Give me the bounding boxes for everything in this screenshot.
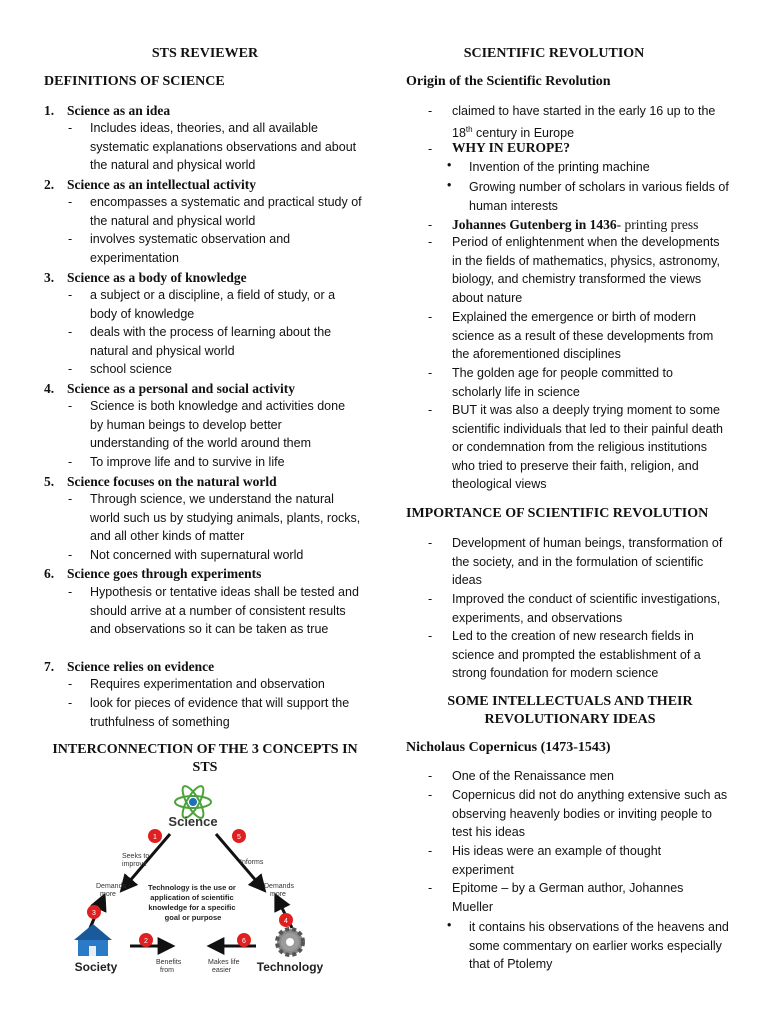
- origin-item: BUT it was also a deeply trying moment to some scientific individuals that led to their painful death or condemnation from the religious institutions who tried to preserve their faith, religion, and theological views: [452, 403, 723, 492]
- gutenberg-line: [452, 216, 698, 234]
- definition-text: deals with the process of learning about the natural and physical world: [90, 325, 332, 358]
- technology-definition-text: Technology is the use or application of scientific knowledge for a specific goal or purpose: [148, 883, 236, 922]
- list-number: 3.: [44, 270, 55, 285]
- dash-bullet: -: [68, 492, 73, 506]
- definition-heading: Science focuses on the natural world: [67, 474, 277, 489]
- marker-4: [279, 913, 293, 927]
- dash-bullet: -: [428, 769, 433, 783]
- importance-item: Development of human beings, transformation of the society, and in the formulation of scientific ideas: [452, 536, 723, 588]
- marker-2: [139, 933, 153, 947]
- sts-diagram: [60, 778, 340, 980]
- marker-1: [148, 829, 162, 843]
- dash-bullet: -: [428, 310, 433, 324]
- dash-bullet: -: [428, 366, 433, 380]
- importance-item: Led to the creation of new research fields in science and prompted the establishment of a strong foundation for modern science: [452, 629, 701, 681]
- copernicus-item: His ideas were an example of thought experiment: [452, 844, 662, 877]
- definition-text: involves systematic observation and experimentation: [90, 232, 291, 265]
- definition-heading: Science as an idea: [67, 103, 171, 118]
- benefits-from-label: Benefits from: [156, 959, 182, 974]
- dash-bullet: -: [68, 121, 73, 135]
- dash-bullet: -: [68, 585, 73, 599]
- dash-bullet: -: [68, 325, 73, 339]
- copernicus-heading: Nicholaus Copernicus (1473-1543): [406, 740, 611, 755]
- definition-heading: Science relies on evidence: [67, 659, 215, 674]
- definition-text: Requires experimentation and observation: [90, 677, 325, 691]
- copernicus-item: Copernicus did not do anything extensive such as observing heavenly bodies or inviting people to test his ideas: [452, 788, 728, 840]
- page-title: STS REVIEWER: [151, 46, 259, 61]
- technology-label: Technology: [256, 960, 324, 974]
- svg-text:4: 4: [284, 918, 288, 925]
- dash-bullet: -: [68, 288, 73, 302]
- definition-heading: Science as an intellectual activity: [67, 177, 256, 192]
- definition-text: Not concerned with supernatural world: [90, 548, 304, 562]
- gutenberg-bold: Johannes Gutenberg in 1436: [452, 217, 617, 232]
- origin-item: [452, 102, 730, 142]
- copernicus-item: Epitome – by a German author, Johannes Mueller: [452, 881, 684, 914]
- dash-bullet: -: [428, 592, 433, 606]
- house-icon: [74, 924, 112, 956]
- dash-bullet: -: [428, 142, 433, 156]
- intellectuals-heading: SOME INTELLECTUALS AND THEIR: [447, 694, 693, 709]
- definition-text: Includes ideas, theories, and all available systematic explanations observations and about the natural and physical world: [90, 121, 357, 173]
- svg-text:3: 3: [92, 910, 96, 917]
- definition-text: Through science, we understand the natural world such us by studying animals, plants, rocks, and all other kinds of matter: [90, 492, 361, 544]
- copernicus-subitem: it contains his observations of the heavens and some commentary on earlier works especially that of Ptolemy: [469, 920, 729, 972]
- importance-heading: IMPORTANCE OF SCIENTIFIC REVOLUTION: [406, 506, 709, 521]
- list-number: 2.: [44, 177, 55, 192]
- definition-text: a subject or a discipline, a field of study, or a body of knowledge: [90, 288, 336, 321]
- dash-bullet: -: [68, 696, 73, 710]
- dash-bullet: -: [428, 536, 433, 550]
- science-label: Science: [168, 814, 218, 829]
- svg-text:5: 5: [237, 834, 241, 841]
- round-bullet: •: [447, 178, 452, 192]
- origin-item-text: claimed to have started in the early 16 up to the: [452, 104, 716, 118]
- definition-text: Science is both knowledge and activities done by human beings to develop better understanding of the world around them: [90, 399, 346, 451]
- dash-bullet: -: [68, 195, 73, 209]
- demands-more-left-label: Demands more: [96, 883, 126, 898]
- interconnection-title: INTERCONNECTION OF THE 3 CONCEPTS IN: [52, 742, 358, 757]
- demands-more-right-label: Demands more: [264, 883, 294, 898]
- definition-text: To improve life and to survive in life: [90, 455, 285, 469]
- definition-text: Hypothesis or tentative ideas shall be tested and should arrive at a number of consistent results and observations so it can be taken as true: [90, 585, 359, 637]
- makes-life-easier-label: Makes life easier: [208, 959, 240, 974]
- definition-heading: Science as a body of knowledge: [67, 270, 247, 285]
- definition-heading: Science as a personal and social activity: [67, 381, 295, 396]
- origin-item: The golden age for people committed to scholarly life in science: [452, 366, 673, 399]
- origin-item-text: 18: [452, 125, 466, 140]
- seeks-to-improve-label: Seeks to improve: [122, 853, 150, 868]
- why-bullet: Invention of the printing machine: [469, 160, 650, 174]
- list-number: 7.: [44, 659, 55, 674]
- dash-bullet: -: [428, 235, 433, 249]
- definition-text: school science: [90, 362, 172, 376]
- marker-3: [87, 905, 101, 919]
- why-europe-heading: WHY IN EUROPE?: [452, 140, 571, 155]
- intellectuals-heading-line2: REVOLUTIONARY IDEAS: [484, 712, 656, 727]
- svg-text:1: 1: [153, 834, 157, 841]
- dash-bullet: -: [68, 232, 73, 246]
- dash-bullet: -: [428, 403, 433, 417]
- definition-heading: Science goes through experiments: [67, 566, 262, 581]
- dash-bullet: -: [68, 677, 73, 691]
- list-number: 4.: [44, 381, 55, 396]
- marker-5: [232, 829, 246, 843]
- list-number: 6.: [44, 566, 55, 581]
- dash-bullet: -: [68, 455, 73, 469]
- definition-text: look for pieces of evidence that will support the truthfulness of something: [90, 696, 350, 729]
- gear-icon: [277, 929, 303, 955]
- dash-bullet: -: [428, 629, 433, 643]
- dash-bullet: -: [68, 548, 73, 562]
- dash-bullet: -: [428, 104, 433, 118]
- round-bullet: •: [447, 918, 452, 932]
- dash-bullet: -: [68, 399, 73, 413]
- informs-label: Informs: [240, 859, 264, 866]
- society-label: Society: [74, 960, 118, 974]
- origin-heading: Origin of the Scientific Revolution: [406, 74, 611, 89]
- marker-6: [237, 933, 251, 947]
- origin-item-text: century in Europe: [472, 125, 575, 140]
- why-bullet: Growing number of scholars in various fields of human interests: [469, 180, 729, 213]
- superscript: th: [465, 124, 473, 134]
- gutenberg-rest: - printing press: [616, 217, 699, 232]
- dash-bullet: -: [428, 881, 433, 895]
- origin-item: Period of enlightenment when the developments in the fields of mathematics, physics, astronomy, biology, and chemistry transformed the views about nature: [452, 235, 720, 305]
- definition-text: encompasses a systematic and practical study of the natural and physical world: [90, 195, 362, 228]
- dash-bullet: -: [428, 844, 433, 858]
- svg-text:2: 2: [144, 938, 148, 945]
- round-bullet: •: [447, 158, 452, 172]
- list-number: 5.: [44, 474, 55, 489]
- copernicus-item: One of the Renaissance men: [452, 769, 614, 783]
- interconnection-title-line2: STS: [192, 760, 218, 775]
- list-number: 1.: [44, 103, 55, 118]
- dash-bullet: -: [68, 362, 73, 376]
- importance-item: Improved the conduct of scientific investigations, experiments, and observations: [452, 592, 721, 625]
- origin-item: Explained the emergence or birth of modern science as a result of these developments from the aforementioned disciplines: [452, 310, 714, 362]
- definitions-heading: DEFINITIONS OF SCIENCE: [44, 74, 225, 89]
- dash-bullet: -: [428, 218, 433, 232]
- svg-text:6: 6: [242, 938, 246, 945]
- section-title: SCIENTIFIC REVOLUTION: [463, 46, 645, 61]
- dash-bullet: -: [428, 788, 433, 802]
